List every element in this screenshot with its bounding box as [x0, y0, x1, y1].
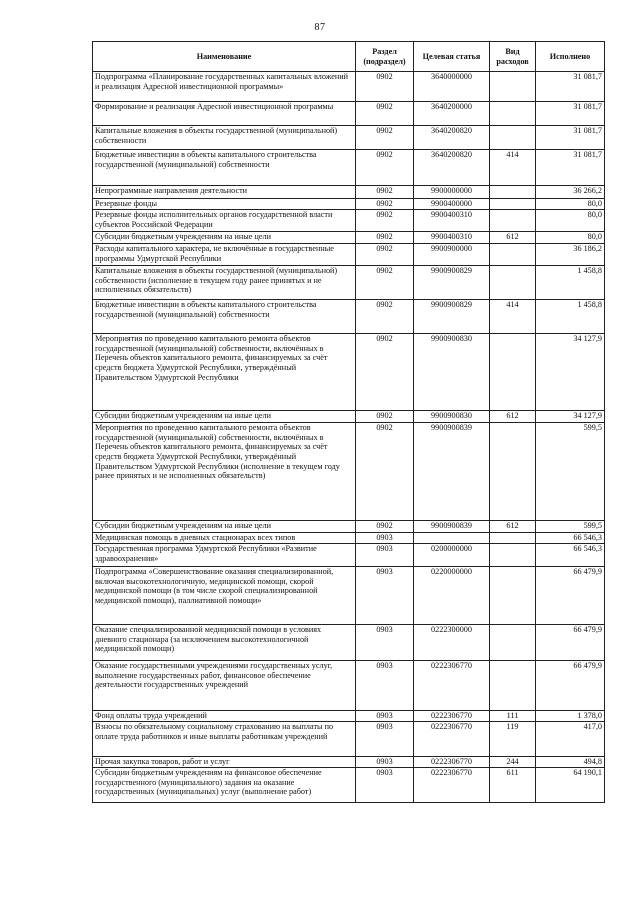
- cell-section: 0902: [356, 244, 414, 266]
- cell-name: Резервные фонды: [93, 199, 356, 210]
- cell-article: 3640000000: [414, 72, 490, 102]
- cell-executed: 417,0: [536, 722, 605, 757]
- cell-expense-type: [490, 661, 536, 711]
- cell-article: 0222300000: [414, 625, 490, 661]
- cell-section: 0903: [356, 722, 414, 757]
- table-row: [93, 757, 605, 768]
- table-row: [93, 533, 605, 544]
- cell-executed: 80,0: [536, 210, 605, 232]
- cell-executed: 599,5: [536, 423, 605, 521]
- table-row: [93, 186, 605, 199]
- cell-executed: 31 081,7: [536, 102, 605, 126]
- cell-expense-type: [490, 423, 536, 521]
- cell-expense-type: 119: [490, 722, 536, 757]
- table-row: [93, 199, 605, 210]
- cell-section: 0902: [356, 423, 414, 521]
- cell-name: Фонд оплаты труда учреждений: [93, 711, 356, 722]
- cell-expense-type: 414: [490, 150, 536, 186]
- cell-article: 0222306770: [414, 661, 490, 711]
- cell-article: 9900900829: [414, 266, 490, 300]
- table-row: [93, 334, 605, 411]
- cell-name: Субсидии бюджетным учреждениям на финансовое обеспечение государственного (муниципального) задания на оказание государственных (муниципальных) услуг (выполнение работ): [93, 768, 356, 803]
- cell-section: 0902: [356, 186, 414, 199]
- table-row: [93, 232, 605, 244]
- cell-section: 0902: [356, 150, 414, 186]
- table-row: [93, 150, 605, 186]
- table-row: [93, 411, 605, 423]
- cell-article: 9900900830: [414, 411, 490, 423]
- cell-name: Расходы капитального характера, не включённые в государственные программы Удмуртской Республики: [93, 244, 356, 266]
- cell-section: 0902: [356, 72, 414, 102]
- cell-article: 0222306770: [414, 722, 490, 757]
- cell-expense-type: [490, 334, 536, 411]
- cell-article: 9900900839: [414, 521, 490, 533]
- cell-expense-type: 612: [490, 232, 536, 244]
- cell-name: Бюджетные инвестиции в объекты капитального строительства государственной (муниципальной) собственности: [93, 300, 356, 334]
- table-body: [93, 72, 605, 803]
- cell-name: Подпрограмма «Совершенствование оказания специализированной, включая высокотехнологичную, медицинской помощи, скорой медицинской помощи (в том числе скорой специализированной медицинской помощи), паллиативной помощи»: [93, 567, 356, 625]
- cell-article: 0200000000: [414, 544, 490, 567]
- cell-article: 9900400000: [414, 199, 490, 210]
- table-row: [93, 661, 605, 711]
- cell-executed: 31 081,7: [536, 72, 605, 102]
- cell-section: 0902: [356, 210, 414, 232]
- cell-article: 9900000000: [414, 186, 490, 199]
- cell-expense-type: [490, 266, 536, 300]
- cell-expense-type: 111: [490, 711, 536, 722]
- cell-section: 0902: [356, 411, 414, 423]
- cell-executed: 36 186,2: [536, 244, 605, 266]
- table-row: [93, 768, 605, 803]
- table-row: [93, 126, 605, 150]
- cell-article: 3640200000: [414, 102, 490, 126]
- cell-executed: 494,8: [536, 757, 605, 768]
- cell-expense-type: 244: [490, 757, 536, 768]
- header-name: Наименование: [93, 42, 356, 72]
- header-section: Раздел (подраздел): [356, 42, 414, 72]
- cell-article: 3640200820: [414, 150, 490, 186]
- table-row: [93, 625, 605, 661]
- cell-expense-type: 612: [490, 411, 536, 423]
- cell-name: Прочая закупка товаров, работ и услуг: [93, 757, 356, 768]
- cell-section: 0902: [356, 266, 414, 300]
- cell-section: 0902: [356, 126, 414, 150]
- cell-article: 9900900839: [414, 423, 490, 521]
- cell-executed: 66 546,3: [536, 533, 605, 544]
- table-row: [93, 567, 605, 625]
- cell-name: Оказание государственными учреждениями государственных услуг, выполнение государственных работ, финансовое обеспечение деятельности государственных учреждений: [93, 661, 356, 711]
- cell-executed: 64 190,1: [536, 768, 605, 803]
- cell-expense-type: [490, 533, 536, 544]
- table-row: [93, 102, 605, 126]
- table-row: [93, 266, 605, 300]
- cell-name: Мероприятия по проведению капитального ремонта объектов государственной (муниципальной) собственности, включённых в Перечень объектов капитального ремонта, финансируемых за счёт средств бюджета Удмуртской Республики, утверждённый Правительством Удмуртской Республики: [93, 334, 356, 411]
- cell-executed: 599,5: [536, 521, 605, 533]
- cell-expense-type: [490, 244, 536, 266]
- cell-executed: 66 479,9: [536, 661, 605, 711]
- cell-expense-type: 612: [490, 521, 536, 533]
- cell-name: Оказание специализированной медицинской помощи в условиях дневного стационара (за исключением высокотехнологичной медицинской помощи): [93, 625, 356, 661]
- cell-section: 0903: [356, 661, 414, 711]
- cell-name: Субсидии бюджетным учреждениям на иные цели: [93, 411, 356, 423]
- cell-expense-type: [490, 625, 536, 661]
- cell-expense-type: [490, 186, 536, 199]
- cell-executed: 80,0: [536, 199, 605, 210]
- cell-expense-type: [490, 126, 536, 150]
- table-row: [93, 244, 605, 266]
- cell-executed: 80,0: [536, 232, 605, 244]
- cell-expense-type: 414: [490, 300, 536, 334]
- header-executed: Исполнено: [536, 42, 605, 72]
- table-header-row: [93, 42, 605, 72]
- cell-section: 0903: [356, 711, 414, 722]
- cell-section: 0903: [356, 533, 414, 544]
- cell-article: 9900900830: [414, 334, 490, 411]
- page-number: 87: [314, 22, 326, 33]
- cell-name: Бюджетные инвестиции в объекты капитального строительства государственной (муниципальной) собственности: [93, 150, 356, 186]
- table-row: [93, 521, 605, 533]
- cell-executed: 34 127,9: [536, 411, 605, 423]
- cell-article: 9900400310: [414, 232, 490, 244]
- cell-name: Взносы по обязательному социальному страхованию на выплаты по оплате труда работников и иные выплаты работникам учреждений: [93, 722, 356, 757]
- cell-article: 9900900829: [414, 300, 490, 334]
- cell-section: 0903: [356, 625, 414, 661]
- cell-section: 0903: [356, 757, 414, 768]
- cell-expense-type: [490, 102, 536, 126]
- cell-name: Формирование и реализация Адресной инвестиционной программы: [93, 102, 356, 126]
- cell-name: Мероприятия по проведению капитального ремонта объектов государственной (муниципальной) собственности, включённых в Перечень объектов капитального ремонта, финансируемых за счёт средств бюджета Удмуртской Республики, утверждённый Правительством Удмуртской Республики (исполнение в текущем году ранее принятых и не исполненных обязательств): [93, 423, 356, 521]
- table-row: [93, 423, 605, 521]
- cell-article: 0222306770: [414, 711, 490, 722]
- table-row: [93, 210, 605, 232]
- cell-name: Медицинская помощь в дневных стационарах всех типов: [93, 533, 356, 544]
- table-row: [93, 300, 605, 334]
- cell-expense-type: [490, 567, 536, 625]
- table-row: [93, 72, 605, 102]
- cell-section: 0902: [356, 521, 414, 533]
- cell-executed: 66 546,3: [536, 544, 605, 567]
- cell-executed: 1 378,0: [536, 711, 605, 722]
- cell-name: Подпрограмма «Планирование государственных капитальных вложений и реализация Адресной инвестиционной программы»: [93, 72, 356, 102]
- cell-executed: 1 458,8: [536, 266, 605, 300]
- table-row: [93, 544, 605, 567]
- cell-section: 0903: [356, 567, 414, 625]
- cell-executed: 66 479,9: [536, 625, 605, 661]
- cell-executed: 34 127,9: [536, 334, 605, 411]
- cell-executed: 36 266,2: [536, 186, 605, 199]
- cell-article: 9900400310: [414, 210, 490, 232]
- cell-name: Государственная программа Удмуртской Республики «Развитие здравоохранения»: [93, 544, 356, 567]
- cell-expense-type: [490, 210, 536, 232]
- cell-name: Субсидии бюджетным учреждениям на иные цели: [93, 521, 356, 533]
- table-row: [93, 711, 605, 722]
- cell-article: 9900900000: [414, 244, 490, 266]
- cell-name: Капитальные вложения в объекты государственной (муниципальной) собственности: [93, 126, 356, 150]
- cell-article: 0222306770: [414, 768, 490, 803]
- table-row: [93, 722, 605, 757]
- cell-section: 0902: [356, 232, 414, 244]
- cell-article: [414, 533, 490, 544]
- cell-name: Капитальные вложения в объекты государственной (муниципальной) собственности (исполнение в текущем году ранее принятых и не исполненных обязательств): [93, 266, 356, 300]
- cell-expense-type: [490, 199, 536, 210]
- cell-executed: 31 081,7: [536, 150, 605, 186]
- budget-execution-table: [92, 41, 605, 803]
- header-expense-type: Вид расходов: [490, 42, 536, 72]
- cell-article: 3640200820: [414, 126, 490, 150]
- cell-article: 0222306770: [414, 757, 490, 768]
- cell-name: Субсидии бюджетным учреждениям на иные цели: [93, 232, 356, 244]
- cell-section: 0903: [356, 544, 414, 567]
- cell-executed: 31 081,7: [536, 126, 605, 150]
- cell-executed: 1 458,8: [536, 300, 605, 334]
- cell-expense-type: 611: [490, 768, 536, 803]
- cell-expense-type: [490, 72, 536, 102]
- cell-section: 0902: [356, 199, 414, 210]
- cell-executed: 66 479,9: [536, 567, 605, 625]
- cell-section: 0903: [356, 768, 414, 803]
- header-article: Целевая статья: [414, 42, 490, 72]
- cell-expense-type: [490, 544, 536, 567]
- cell-section: 0902: [356, 334, 414, 411]
- cell-name: Резервные фонды исполнительных органов государственной власти субъектов Российской Федерации: [93, 210, 356, 232]
- cell-section: 0902: [356, 102, 414, 126]
- cell-section: 0902: [356, 300, 414, 334]
- cell-name: Непрограммные направления деятельности: [93, 186, 356, 199]
- cell-article: 0220000000: [414, 567, 490, 625]
